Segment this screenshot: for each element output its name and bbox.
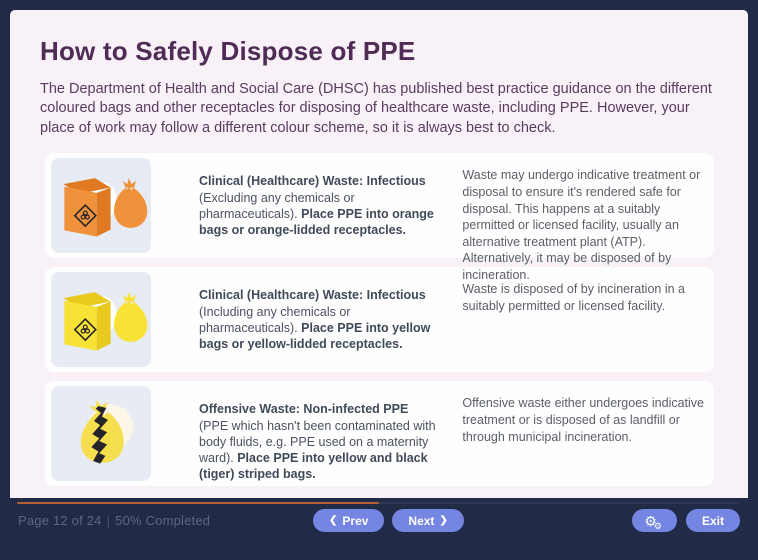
exit-button-label: Exit <box>701 513 724 528</box>
waste-description: Waste is disposed of by incineration in a suitably permitted or licensed facility. <box>462 282 685 313</box>
gears-icon: $⚙_⚙$ <box>644 512 662 531</box>
waste-heading: Clinical (Healthcare) Waste: Infectious <box>199 174 426 189</box>
waste-row-summary <box>199 158 452 238</box>
waste-description: Waste may undergo indicative treatment or disposal to ensure it's rendered safe for disposal. This happens at a suitably permitted or licensed facility, usually an alternative treatment plant (ATP). Alternatively, it may be disposed of by incineration. <box>462 168 701 283</box>
page-title: How to Safely Dispose of PPE <box>40 36 416 66</box>
waste-instruction <box>199 418 452 483</box>
waste-row-offensive <box>45 381 714 486</box>
prev-button-label: Prev <box>342 513 369 528</box>
waste-row-summary <box>199 386 452 482</box>
player-footer <box>0 498 758 560</box>
progress-bar <box>17 502 740 504</box>
waste-qualifier: (Excluding any chemicals or pharmaceuticals). <box>199 190 355 221</box>
waste-heading: Offensive Waste: Non-infected PPE <box>199 402 409 417</box>
footer-utility-buttons <box>632 509 740 532</box>
chevron-right-icon: ❯ <box>439 515 448 526</box>
slide-card <box>10 10 748 498</box>
waste-qualifier: (Including any chemicals or pharmaceuticals). <box>199 304 351 335</box>
waste-description: Offensive waste either undergoes indicative treatment or is disposed of as landfill or through municipal incineration. <box>462 396 704 444</box>
prev-button[interactable] <box>313 509 384 532</box>
waste-row-detail <box>462 386 708 445</box>
waste-row-orange-infectious <box>45 153 714 283</box>
waste-row-yellow-infectious <box>45 267 714 372</box>
waste-qualifier: (PPE which hasn't been contaminated with body fluids, e.g. PPE used on a maternity ward). <box>199 418 436 466</box>
chevron-left-icon: ❮ <box>329 515 338 526</box>
waste-rows <box>45 153 714 486</box>
progress-bar-fill <box>17 502 379 504</box>
completion-label: 50% Completed <box>115 513 211 528</box>
status-divider: | <box>106 513 111 528</box>
waste-heading: Clinical (Healthcare) Waste: Infectious <box>199 288 426 303</box>
waste-instruction <box>199 190 452 239</box>
page-status <box>18 513 210 528</box>
settings-button[interactable] <box>632 509 677 532</box>
waste-instruction-bold: Place PPE into yellow and black (tiger) striped bags. <box>199 451 428 482</box>
orange-bin-and-bag-icon <box>51 158 151 253</box>
intro-paragraph: The Department of Health and Social Care (DHSC) has published best practice guidance on the different coloured bags and other receptacles for disposing of healthcare waste, including PPE. However, your place of work may follow a different colour scheme, so it is always best to check. <box>40 81 712 136</box>
waste-instruction-bold: Place PPE into yellow bags or yellow-lidded receptacles. <box>199 320 431 352</box>
slide-navigation <box>313 509 464 532</box>
yellow-bin-and-bag-icon <box>51 272 151 367</box>
waste-row-detail <box>462 272 708 314</box>
waste-row-detail <box>462 158 708 283</box>
next-button[interactable] <box>392 509 463 532</box>
exit-button[interactable] <box>686 509 740 532</box>
page-number-label: Page 12 of 24 <box>18 513 102 528</box>
waste-row-summary <box>199 272 452 352</box>
next-button-label: Next <box>408 513 435 528</box>
waste-instruction-bold: Place PPE into orange bags or orange-lidded receptacles. <box>199 206 434 238</box>
waste-instruction <box>199 304 452 353</box>
yellow-black-tiger-stripe-bag-icon <box>51 386 151 481</box>
